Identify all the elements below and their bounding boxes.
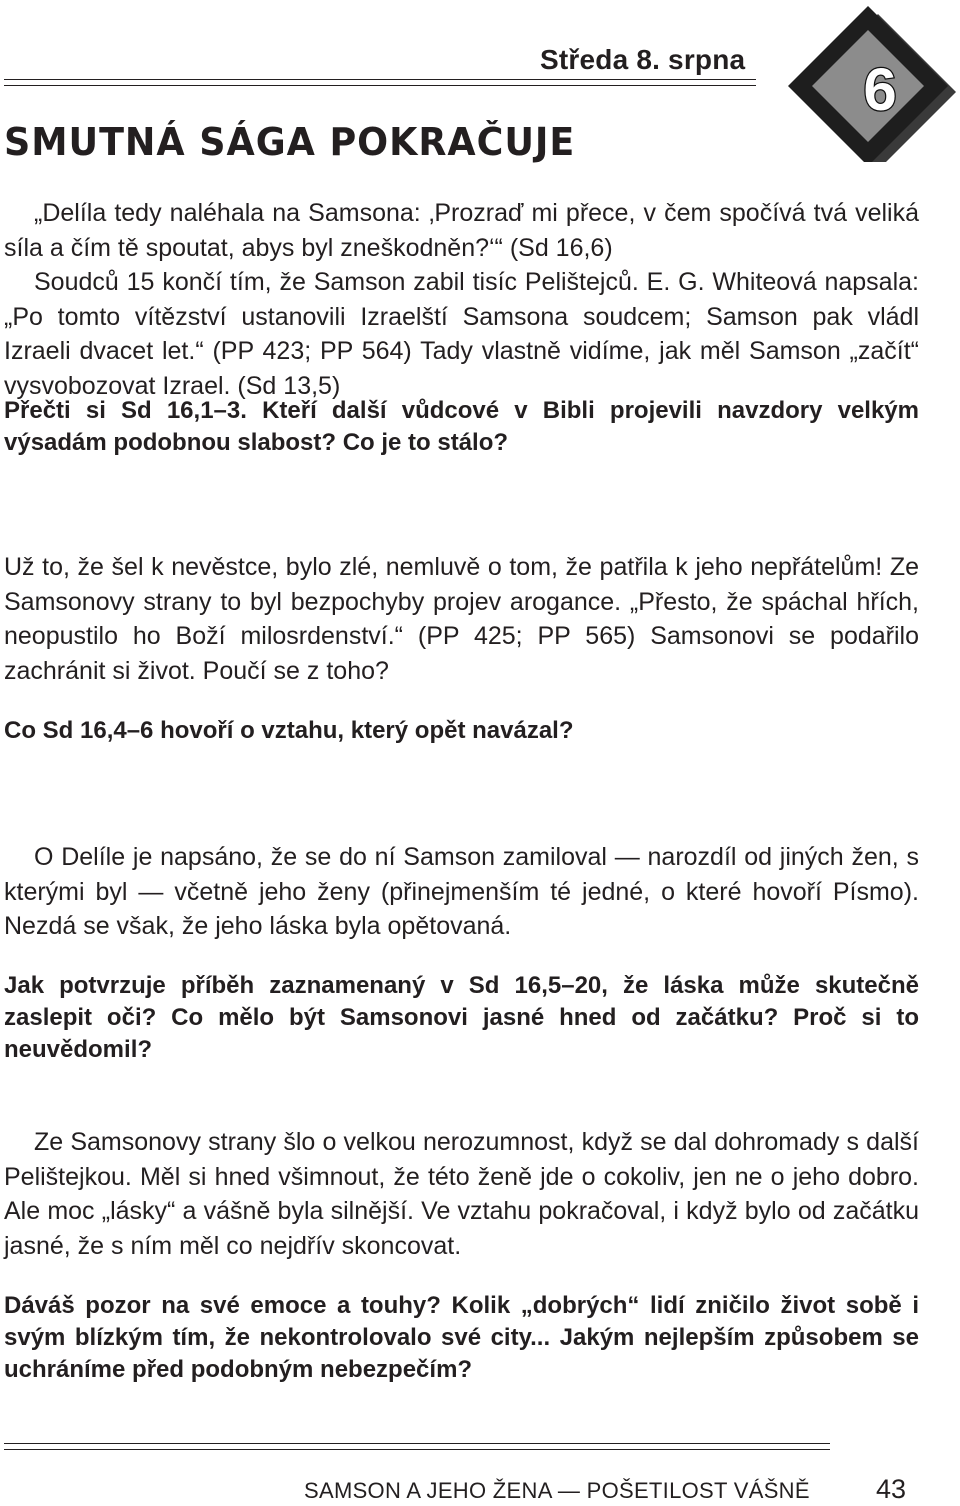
question-3: Jak potvrzuje příběh zaznamenaný v Sd 16,5–20, že láska může skutečně zaslepit oči? Co mělo být Samsonovi jasné hned od začátku? Proč si to neuvědomil?: [4, 972, 919, 1063]
footer-rule-top: [4, 1443, 830, 1444]
page-title: SMUTNÁ SÁGA POKRAČUJE: [4, 120, 576, 164]
intro-text: Soudců 15 končí tím, že Samson zabil tisíc Pelištejců. E. G. Whiteová napsala: „Po tomto vítězství ustanovili Izraelští Samsona soudcem; Samson pak vládl Izraeli dvacet let.“ (PP 423; PP 564) Tady vlastně vidíme, jak měl Samson „začít“ vysvobozovat Izrael. (Sd 13,5): [4, 268, 919, 400]
question-1: Přečti si Sd 16,1–3. Kteří další vůdcové v Bibli projevili navzdory velkým výsadám podobnou slabost? Co je to stálo?: [4, 397, 919, 456]
question-2: Co Sd 16,4–6 hovoří o vztahu, který opět navázal?: [4, 717, 574, 744]
lesson-number-badge: [760, 2, 960, 162]
footer-running-title: SAMSON A JEHO ŽENA — POŠETILOST VÁŠNĚ: [304, 1478, 810, 1503]
paragraph-4: Ze Samsonovy strany šlo o velkou nerozumnost, když se dal dohromady s další Pelištejkou. Měl si hned všimnout, že této ženě jde o cokoliv, jen ne o jeho dobro. Ale moc „lásky“ a vášně byla silnější. Ve vztahu pokračoval, i když bylo od začátku jasné, že s ním měl co nejdřív skoncovat.: [4, 1128, 919, 1260]
page-number: 43: [876, 1474, 907, 1504]
header-rule-bottom: [4, 85, 756, 86]
memory-verse: „Delíla tedy naléhala na Samsona: ‚Prozraď mi přece, v čem spočívá tvá veliká síla a čím tě spoutat, abys byl zneškodněn?‘“ (Sd 16,6): [4, 199, 919, 262]
paragraph-2: Už to, že šel k nevěstce, bylo zlé, nemluvě o tom, že patřila k jeho nepřátelům! Ze Samsonovy strany to byl bezpochyby projev arogance. „Přesto, že spáchal hřích, neopustilo ho Boží milosrdenství.“ (PP 425; PP 565) Samsonovi se podařilo zachránit si život. Poučí se z toho?: [4, 553, 919, 685]
lesson-number: 6: [863, 56, 897, 123]
header-rule-top: [4, 79, 756, 80]
question-4: Dáváš pozor na své emoce a touhy? Kolik „dobrých“ lidí zničilo život sobě i svým blízkým tím, že nekontrolovalo své city... Jakým nejlepším způsobem se uchráníme před podobným nebezpečím?: [4, 1292, 919, 1383]
paragraph-3: O Delíle je napsáno, že se do ní Samson zamiloval — narozdíl od jiných žen, s kterými byl — včetně jeho ženy (přinejmenším té jedné, o které hovoří Písmo). Nezdá se však, že jeho láska byla opětovaná.: [4, 843, 919, 940]
footer-rule-bottom: [4, 1449, 830, 1450]
lesson-date: Středa 8. srpna: [540, 44, 746, 75]
